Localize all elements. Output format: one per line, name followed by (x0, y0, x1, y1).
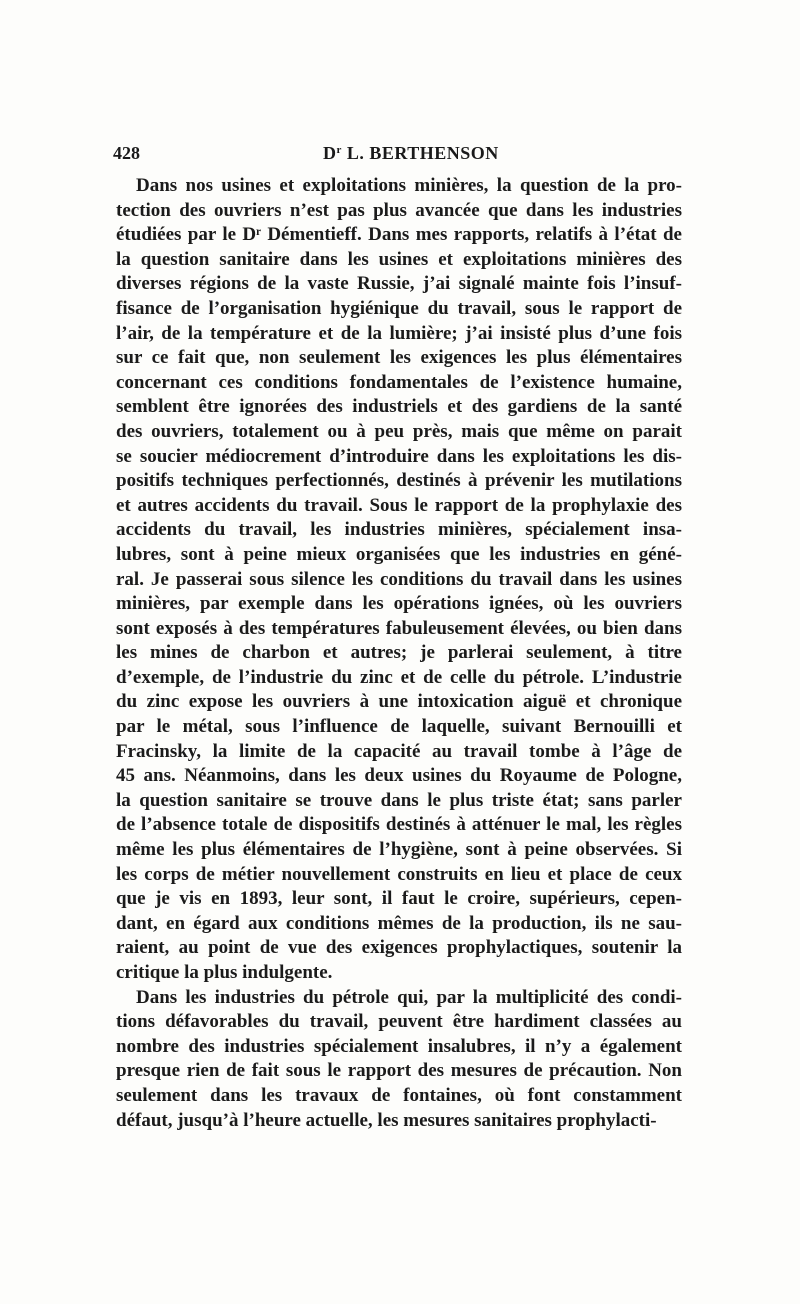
text-line: semblent être ignorées des industriels et des gardiens de la santé (116, 396, 682, 418)
text-line: de l’absence totale de dispositifs destinés à atténuer le mal, les règles (116, 814, 682, 836)
text-line: les mines de charbon et autres; je parlerai seulement, à titre (116, 642, 682, 664)
text-line: fisance de l’organisation hygiénique du travail, sous le rapport de (116, 297, 682, 319)
text-line: dant, en égard aux conditions mêmes de la production, ils ne sau- (116, 912, 682, 934)
text-line: ral. Je passerai sous silence les conditions du travail dans les usines (116, 568, 682, 590)
running-head-title: D (323, 143, 337, 163)
text-line: que je vis en 1893, leur sont, il faut le croire, supérieurs, cepen- (116, 888, 682, 910)
text-line: même les plus élémentaires de l’hygiène, sont à peine observées. Si (116, 839, 682, 861)
text-line: nombre des industries spécialement insalubres, il n’y a également (116, 1035, 682, 1057)
text-line: diverses régions de la vaste Russie, j’ai signalé mainte fois l’insuf- (116, 273, 682, 295)
text-line: étudiées par le Dʳ Démentieff. Dans mes rapports, relatifs à l’état de (116, 224, 682, 246)
text-line: sur ce fait que, non seulement les exigences les plus élémentaires (116, 347, 682, 369)
running-head-author: L. BERTHENSON (341, 143, 499, 163)
text-line: seulement dans les travaux de fontaines, où font constamment (116, 1084, 682, 1106)
text-line: la question sanitaire dans les usines et exploitations minières des (116, 248, 682, 270)
text-line: positifs techniques perfectionnés, destinés à prévenir les mutilations (116, 470, 682, 492)
text-line: accidents du travail, les industries minières, spécialement insa- (116, 519, 682, 541)
running-head-superscript: r (336, 144, 342, 156)
paragraph (116, 174, 682, 986)
text-line: raient, au point de vue des exigences prophylactiques, soutenir la (116, 937, 682, 959)
text-line: 45 ans. Néanmoins, dans les deux usines du Royaume de Pologne, (116, 765, 682, 787)
body-text (116, 174, 682, 1133)
paragraph (116, 986, 682, 1134)
text-line: défaut, jusqu’à l’heure actuelle, les mesures sanitaires prophylacti- (116, 1109, 657, 1131)
text-line: minières, par exemple dans les opérations ignées, où les ouvriers (116, 593, 682, 615)
text-line: la question sanitaire se trouve dans le plus triste état; sans parler (116, 789, 682, 811)
text-line: et autres accidents du travail. Sous le rapport de la prophylaxie des (116, 494, 682, 516)
text-line: tection des ouvriers n’est pas plus avancée que dans les industries (116, 199, 682, 221)
text-line: lubres, sont à peine mieux organisées que les industries en géné- (116, 543, 682, 565)
text-line: se soucier médiocrement d’introduire dans les exploitations les dis- (116, 445, 682, 467)
text-line: du zinc expose les ouvriers à une intoxication aiguë et chronique (116, 691, 682, 713)
page-number: 428 (113, 143, 140, 163)
text-line: critique la plus indulgente. (116, 962, 333, 983)
text-line: des ouvriers, totalement ou à peu près, mais que même on parait (116, 420, 682, 442)
text-line: d’exemple, de l’industrie du zinc et de celle du pétrole. L’industrie (116, 666, 682, 688)
text-line: par le métal, sous l’influence de laquelle, suivant Bernouilli et (116, 716, 682, 738)
text-line: concernant ces conditions fondamentales de l’existence humaine, (116, 371, 682, 393)
text-line: les corps de métier nouvellement construits en lieu et place de ceux (116, 863, 682, 885)
text-line: Dans nos usines et exploitations minières, la question de la pro- (136, 175, 682, 196)
text-line: l’air, de la température et de la lumière; j’ai insisté plus d’une fois (116, 322, 682, 344)
page-header (113, 143, 685, 167)
text-line: Fracinsky, la limite de la capacité au travail tombe à l’âge de (116, 740, 682, 762)
text-line: presque rien de fait sous le rapport des mesures de précaution. Non (116, 1060, 682, 1082)
text-line: sont exposés à des températures fabuleusement élevées, ou bien dans (116, 617, 682, 639)
text-line: Dans les industries du pétrole qui, par la multiplicité des condi- (136, 986, 682, 1008)
text-line: tions défavorables du travail, peuvent être hardiment classées au (116, 1011, 682, 1033)
running-head (323, 143, 499, 164)
